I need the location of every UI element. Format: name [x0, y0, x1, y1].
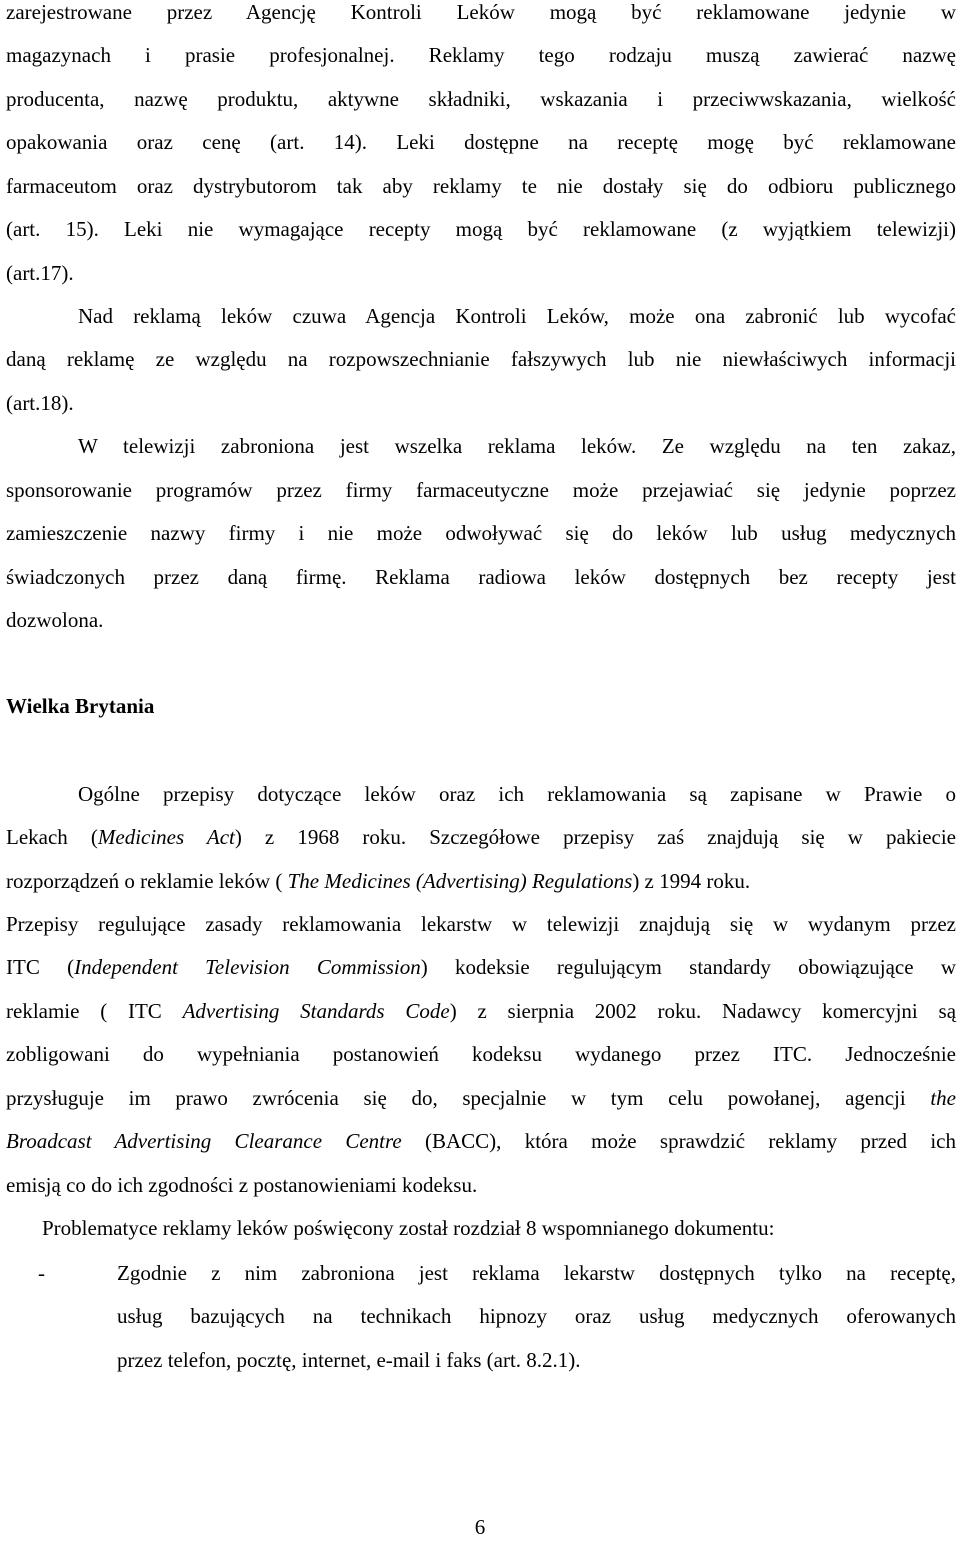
paragraph-line: reklamie ( ITC Advertising Standards Code) z sierpnia 2002 roku. Nadawcy komercyjni są — [6, 999, 957, 1023]
paragraph-line: (art.18). — [6, 391, 74, 415]
paragraph-line: Ogólne przepisy dotyczące leków oraz ich reklamowania są zapisane w Prawie o — [78, 782, 956, 806]
paragraph-line: daną reklamę ze względu na rozpowszechnianie fałszywych lub nie niewłaściwych informacji — [6, 347, 956, 371]
paragraph-line: Broadcast Advertising Clearance Centre (BACC), która może sprawdzić reklamy przed ich — [6, 1129, 956, 1153]
paragraph-line: dozwolona. — [6, 608, 104, 632]
list-item-line: przez telefon, pocztę, internet, e-mail i faks (art. 8.2.1). — [117, 1348, 581, 1372]
paragraph-line: Przepisy regulujące zasady reklamowania lekarstw w telewizji znajdują się w wydanym przez — [6, 912, 956, 936]
paragraph-line: producenta, nazwę produktu, aktywne składniki, wskazania i przeciwwskazania, wielkość — [6, 87, 956, 111]
paragraph-line: Lekach (Medicines Act) z 1968 roku. Szczegółowe przepisy zaś znajdują się w pakiecie — [6, 825, 957, 849]
paragraph-line: zobligowani do wypełniania postanowień kodeksu wydanego przez ITC. Jednocześnie — [6, 1042, 956, 1066]
list-item-line: usług bazujących na technikach hipnozy oraz usług medycznych oferowanych — [117, 1304, 956, 1328]
paragraph-line: przysługuje im prawo zwrócenia się do, specjalnie w tym celu powołanej, agencji the — [6, 1086, 956, 1110]
paragraph-line: ITC (Independent Television Commission) kodeksie regulującym standardy obowiązujące w — [6, 955, 956, 979]
paragraph-line: zarejestrowane przez Agencję Kontroli Leków mogą być reklamowane jedynie w — [6, 0, 956, 24]
paragraph-line: magazynach i prasie profesjonalnej. Reklamy tego rodzaju muszą zawierać nazwę — [6, 43, 956, 67]
paragraph-line: świadczonych przez daną firmę. Reklama radiowa leków dostępnych bez recepty jest — [6, 565, 956, 589]
paragraph-line: (art. 15). Leki nie wymagające recepty mogą być reklamowane (z wyjątkiem telewizji) — [6, 217, 956, 241]
paragraph-line: emisją co do ich zgodności z postanowieniami kodeksu. — [6, 1173, 478, 1197]
section-heading: Wielka Brytania — [6, 694, 155, 718]
paragraph-line: (art.17). — [6, 261, 74, 285]
page-number: 6 — [474, 1515, 486, 1539]
paragraph-line: opakowania oraz cenę (art. 14). Leki dostępne na receptę mogę być reklamowane — [6, 130, 956, 154]
list-bullet: - — [38, 1261, 45, 1285]
paragraph-line: rozporządzeń o reklamie leków ( The Medicines (Advertising) Regulations) z 1994 roku. — [6, 869, 751, 893]
paragraph-line: Nad reklamą leków czuwa Agencja Kontroli Leków, może ona zabronić lub wycofać — [78, 304, 956, 328]
paragraph-line: farmaceutom oraz dystrybutorom tak aby reklamy te nie dostały się do odbioru publicznego — [6, 174, 956, 198]
paragraph-line: zamieszczenie nazwy firmy i nie może odwoływać się do leków lub usług medycznych — [6, 521, 956, 545]
paragraph-line: W telewizji zabroniona jest wszelka reklama leków. Ze względu na ten zakaz, — [78, 434, 956, 458]
paragraph-line: Problematyce reklamy leków poświęcony został rozdział 8 wspomnianego dokumentu: — [42, 1216, 775, 1240]
list-item-line: Zgodnie z nim zabroniona jest reklama lekarstw dostępnych tylko na receptę, — [117, 1261, 956, 1285]
paragraph-line: sponsorowanie programów przez firmy farmaceutyczne może przejawiać się jedynie poprzez — [6, 478, 956, 502]
